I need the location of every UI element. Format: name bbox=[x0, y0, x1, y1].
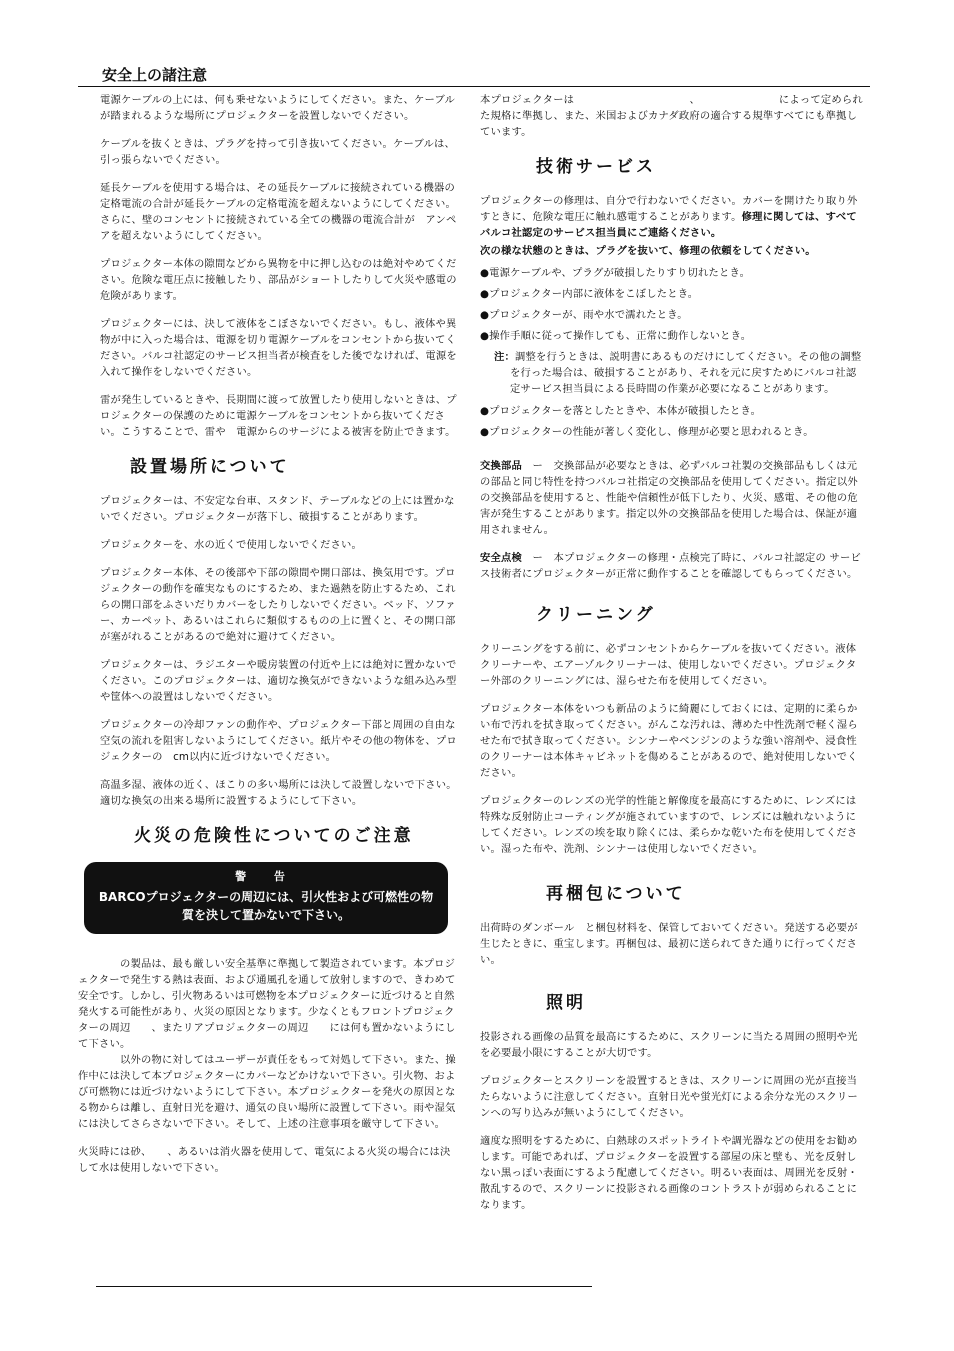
paragraph-fire-1: の製品は、最も厳しい安全基準に準拠して製造されています。本プロジェクターで発生する熱は表面、および通風孔を通して放射しますので、きわめて安全です。しかし、引火物あるいは可燃物を本プロジェクターに近づけると自然発火する可能性があり、火災の原因となります。少なくともフロントプロジェクターの周辺 、またリアプロジェクターの周辺 には何も置かないようにして下さい。 bbox=[78, 958, 456, 1050]
warning-text: BARCOプロジェクターの周辺には、引火性および可燃性の物質を決して置かないで下さい。 bbox=[98, 890, 434, 922]
heading-fire-hazard: 火災の危険性についてのご注意 bbox=[134, 826, 414, 846]
replacement-parts-text: ー 交換部品が必要なときは、必ずバルコ社製の交換部品もしくは元の部品と同じ特性を持つバルコ社指定の交換部品を使用してください。指定以外の交換部品を使用すると、性能や信頼性が低下したり、火災、感電、その他の危害が発生することがあります。指定以外の交換部品を使用した場合は、保証が適用されません。 bbox=[480, 460, 858, 536]
right-column bbox=[480, 92, 864, 1225]
paragraph-install-2: プロジェクターを、水の近くで使用しないでください。 bbox=[100, 539, 363, 551]
paragraph-install-4: プロジェクターは、ラジエターや暖房装置の付近や上には絶対に置かないでください。このプロジェクターは、適切な換気ができないような組み込み型や筐体への設置はしないでください。 bbox=[100, 659, 457, 703]
paragraph-fire-2: 以外の物に対してはユーザーが責任をもって対処して下さい。また、操作中には決して本プロジェクターにカバーなどかけないで下さい。引火物、および可燃物には近づけないようにして下さい。本プロジェクターを発火の原因となる物からは離し、直射日光を避け、通気の良い場所に設置して下さい。雨や湿気には決してさらさないで下さい。そして、上述の注意事項を厳守して下さい。 bbox=[78, 1054, 456, 1130]
left-column bbox=[78, 92, 460, 1188]
safety-check-text: ー 本プロジェクターの修理・点検完了時に、バルコ社認定の サービス技術者にプロジェクターが正常に動作することを確認してもらってください。 bbox=[480, 552, 861, 580]
page-title: 安全上の諸注意 bbox=[102, 66, 208, 84]
paragraph-install-6: 高温多湿、液体の近く、ほこりの多い場所には決して設置しないで下さい。適切な換気の出来る場所に設置するようにして下さい。 bbox=[100, 779, 457, 807]
paragraph-replacement-parts bbox=[480, 458, 864, 538]
paragraph-install-3: プロジェクター本体、その後部や下部の隙間や開口部は、換気用です。プロジェクターの動作を確実なものにするため、また過熱を防止するため、これらの開口部をふさいだりカバーをしたりしないでください。ベッド、ソファー、カーペット、あるいはこれらに類似するものの上に置くと、その開口部が塞がれることがあるので絶対に避けてください。 bbox=[100, 567, 456, 643]
paragraph-standards: 本プロジェクターは 、 によって定められた規格に準拠し、また、米国およびカナダ政府の適合する規準すべてにも準拠しています。 bbox=[480, 94, 863, 138]
paragraph-safety-check bbox=[480, 550, 864, 582]
paragraph-fire-3: 火災時には砂、 、あるいは消火器を使用して、電気による火災の場合には決して水は使用しないで下さい。 bbox=[78, 1146, 451, 1174]
header-rule bbox=[78, 86, 870, 87]
footer-rule bbox=[96, 1286, 592, 1287]
heading-cleaning: クリーニング bbox=[536, 605, 656, 625]
warning-box bbox=[84, 862, 448, 934]
paragraph-repack: 出荷時のダンボール と梱包材料を、保管しておいてください。発送する必要が生じたときに、重宝します。再梱包は、最初に送られてきた通りに行ってください。 bbox=[480, 922, 858, 966]
paragraph-light-2: プロジェクターとスクリーンを設置するときは、スクリーンに周囲の光が直接当たらないように注意してください。直射日光や蛍光灯による余分な光のスクリーンへの写り込みが無いようにしてください。 bbox=[480, 1075, 858, 1119]
bullet-item: ●プロジェクターの性能が著しく変化し、修理が必要と思われるとき。 bbox=[480, 426, 814, 438]
service-text: プロジェクターの修理は、自分で行わないでください。カバーを開けたり取り外すときに、危険な電圧に触れ感電することがあります。 bbox=[480, 195, 858, 223]
heading-installation: 設置場所について bbox=[130, 457, 290, 477]
replacement-parts-label: 交換部品 bbox=[480, 460, 522, 472]
paragraph-light-1: 投影される画像の品質を最高にするために、スクリーンに当たる周囲の照明や光を必要最小限にすることが大切です。 bbox=[480, 1031, 858, 1059]
paragraph-liquids: プロジェクターには、決して液体をこぼさないでください。もし、液体や異物が中に入った場合は、電源を切り電源ケーブルをコンセントから抜いてください。バルコ社認定のサービス担当者が検査をした後でなければ、電源を入れて操作をしないでください。 bbox=[100, 318, 457, 378]
paragraph-extension-cable: 延長ケーブルを使用する場合は、その延長ケーブルに接続されている機器の定格電流の合計が延長ケーブルの定格電流を超えないようにしてください。さらに、壁のコンセントに接続されている全ての機器の電流合計が アンペアを超えないようにしてください。 bbox=[100, 182, 457, 242]
paragraph-clean-1: クリーニングをする前に、必ずコンセントからケーブルを抜いてください。液体クリーナーや、エアーゾルクリーナーは、使用しないでください。プロジェクター外部のクリーニングには、湿らせた布を使用してください。 bbox=[480, 643, 857, 687]
heading-technical-service: 技術サービス bbox=[536, 157, 656, 177]
paragraph-install-1: プロジェクターは、不安定な台車、スタンド、テーブルなどの上には置かないでください。プロジェクターが落下し、破損することがあります。 bbox=[100, 495, 455, 523]
heading-lighting: 照明 bbox=[546, 993, 586, 1013]
heading-repacking: 再梱包について bbox=[546, 884, 686, 904]
paragraph-clean-3: プロジェクターのレンズの光学的性能と解像度を最高にするために、レンズには特殊な反射防止コーティングが施されていますので、レンズには触れないようにしてください。レンズの埃を取り除くには、柔らかな乾いた布を使用してください。湿った布や、洗剤、シンナーは使用しないでください。 bbox=[480, 795, 858, 855]
bullet-item: ●プロジェクター内部に液体をこぼしたとき。 bbox=[480, 288, 699, 300]
paragraph-service-1 bbox=[480, 193, 864, 241]
service-bold-text: 修理に関しては、すべてバルコ社認定のサービス担当員にご連絡ください。 bbox=[480, 211, 857, 239]
note-text: 調整を行うときは、説明書にあるものだけにしてください。その他の調整を行った場合は、破損することがあり、それを元に戻すためにバルコ社認定サービス担当員による長時間の作業が必要になることがあります。 bbox=[510, 351, 862, 395]
paragraph-clean-2: プロジェクター本体をいつも新品のように綺麗にしておくには、定期的に柔らかい布で汚れを拭き取ってください。がんこな汚れは、薄めた中性洗剤で軽く湿らせた布で拭き取ってください。シンナーやベンジンのような強い溶剤や、浸食性のクリーナーは本体キャビネットを傷めることがあるので、絶対使用しないでください。 bbox=[480, 703, 858, 779]
bullet-item: ●プロジェクターが、雨や水で濡れたとき。 bbox=[480, 309, 688, 321]
paragraph-light-3: 適度な照明をするために、白熱球のスポットライトや調光器などの使用をお勧めします。可能であれば、プロジェクターを設置する部屋の床と壁も、光を反射しない黒っぽい表面にするよう配慮してください。明るい表面は、周囲光を反射・散乱するので、スクリーンに投影される画像のコントラストが弱められることになります。 bbox=[480, 1135, 858, 1211]
paragraph-foreign-objects: プロジェクター本体の隙間などから異物を中に押し込むのは絶対やめてください。危険な電圧点に接触したり、部品がショートしたりして火災や感電の危険があります。 bbox=[100, 258, 457, 302]
warning-heading: 警 告 bbox=[235, 870, 297, 883]
paragraph-install-5: プロジェクターの冷却ファンの動作や、プロジェクター下部と周囲の自由な空気の流れを阻害しないようにしてください。紙片やその他の物体を、プロジェクターの cm以内に近づけないでください。 bbox=[100, 719, 457, 763]
bullet-item: ●操作手順に従って操作しても、正常に動作しないとき。 bbox=[480, 330, 752, 342]
note bbox=[494, 349, 864, 397]
paragraph-lightning: 雷が発生しているときや、長期間に渡って放置したり使用しないときは、プロジェクターの保護のために電源ケーブルをコンセントから抜いてください。こうすることで、雷や 電源からのサージによる被害を防止できます。 bbox=[100, 394, 457, 438]
bullet-item: ●電源ケーブルや、プラグが破損したりすり切れたとき。 bbox=[480, 267, 751, 279]
paragraph-service-2: 次の様な状態のときは、プラグを抜いて、修理の依頼をしてください。 bbox=[480, 245, 816, 257]
paragraph-power-cable: 電源ケーブルの上には、何も乗せないようにしてください。また、ケーブルが踏まれるような場所にプロジェクターを設置しないでください。 bbox=[100, 94, 456, 122]
paragraph-unplug: ケーブルを抜くときは、プラグを持って引き抜いてください。ケーブルは、引っ張らないでください。 bbox=[100, 138, 456, 166]
bullet-item: ●プロジェクターを落としたときや、本体が破損したとき。 bbox=[480, 405, 762, 417]
note-label: 注： bbox=[494, 351, 515, 363]
safety-check-label: 安全点検 bbox=[480, 552, 522, 564]
